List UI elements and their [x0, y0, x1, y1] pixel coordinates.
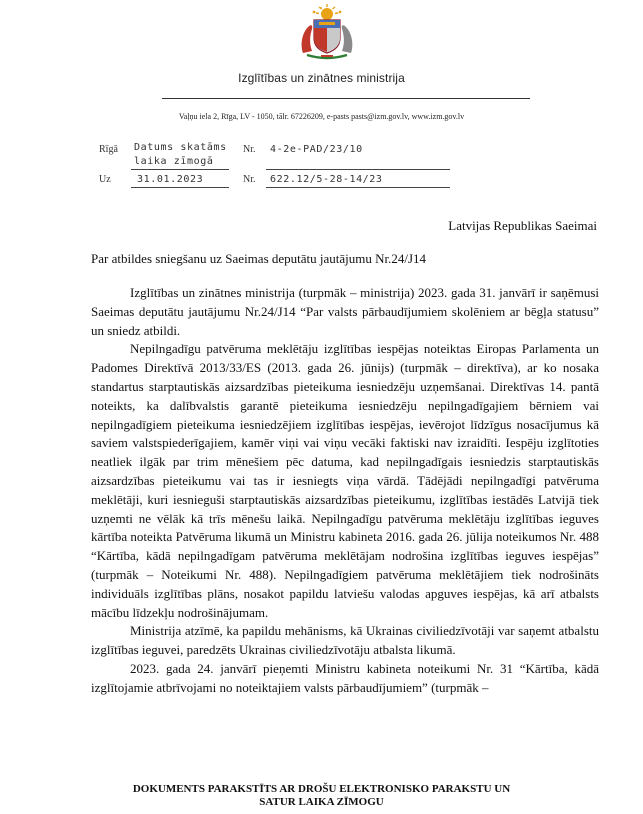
shield-icon: [314, 20, 340, 53]
date-placeholder-line1: Datums skatāms: [134, 142, 227, 153]
paragraph: Izglītības un zinātnes ministrija (turpmāk – ministrija) 2023. gada 31. janvārī ir saņēmusi Saeimas deputātu jautājumu Nr.24/J14 “Par valsts pārbaudījumiem skolēniem ar bēgļa statusu” un sniedz atbildi.: [91, 285, 599, 338]
letter-body: [91, 284, 599, 698]
reply-to-label: Uz: [99, 174, 111, 185]
recipient: Latvijas Republikas Saeimai: [448, 218, 597, 233]
coat-of-arms-emblem: [297, 3, 357, 61]
place-label: Rīgā: [99, 144, 118, 155]
header-divider: [162, 98, 530, 99]
subject-line: Par atbildes sniegšanu uz Saeimas deputātu jautājumu Nr.24/J14: [91, 251, 427, 266]
reply-number-label: Nr.: [243, 174, 256, 185]
date-underline: [131, 169, 229, 170]
footer-line-2: SATUR LAIKA ZĪMOGU: [259, 796, 384, 808]
number-underline: [266, 169, 450, 170]
paragraph: Ministrija atzīmē, ka papildu mehānisms, kā Ukrainas civiliedzīvotāji var saņemt atbalstu izglītības ieguvei, paredzēts Ukrainas civiliedzīvotāju atbalsta likumā.: [91, 623, 599, 658]
lion-icon: [302, 25, 313, 53]
ministry-name: Izglītības un zinātnes ministrija: [238, 71, 405, 85]
reply-number: 622.12/5-28-14/23: [270, 174, 383, 185]
document-number: 4-2e-PAD/23/10: [270, 144, 363, 155]
griffin-icon: [342, 25, 353, 53]
date-placeholder-line2: laika zīmogā: [134, 156, 214, 167]
paragraph: Nepilngadīgu patvēruma meklētāju izglītības iespējas noteiktas Eiropas Parlamenta un Padomes Direktīvā 2013/33/ES (2013. gada 26. jūnijs) (turpmāk – direktīva), ar ko nosaka standartus starptautiskās aizsardzības pieteikuma iesniedzēju uzņemšanai. Direktīvas 14. pantā noteikts, ka dalībvalstis garantē pieteikuma iesniedzēju nepilngadīgajiem bērniem vai nepilngadīgiem pieteikuma iesniedzējiem izglītības iespējas, ievērojot līdzīgus nosacījumus kā saviem valstspiederīgajiem, kamēr viņi vai viņu vecāki faktiski nav izraidīti. Iespēju izglītoties neatliek ilgāk par trim mēnešiem pēc datuma, kad nepilngadīgais iesniedzis starptautiskās aizsardzības pieteikumu vai tas ir iesniegts viņa vārdā. Tādējādi nepilngadīgi patvēruma meklētāji, kuri iesnieguši starptautiskās aizsardzības pieteikumu, izglītības iestādēs Latvijā tiek uzņemti ne vēlāk kā trīs mēnešu laikā. Nepilngadīgu patvēruma meklētāju izglītības ieguves kārtība noteikta Patvēruma likumā un Ministru kabineta 2016. gada 26. jūlija noteikumos Nr. 488 “Kārtība, kādā nepilngadīgam patvēruma meklētājam nodrošina izglītības ieguves iespējas” (turpmāk – Noteikumi Nr. 488). Nepilngadīgiem patvēruma meklētājiem tiek nodrošināts individuāls izglītības plāns, nosakot papildu latviešu valodas apguves iespējas, kā arī atbalsts mācību līdzekļu nodrošinājumam.: [91, 341, 599, 620]
reply-number-underline: [266, 187, 450, 188]
paragraph: 2023. gada 24. janvārī pieņemti Ministru kabineta noteikumi Nr. 31 “Kārtība, kādā izglītojamie atbrīvojami no noteiktajiem valsts pārbaudījumiem” (turpmāk –: [91, 660, 599, 695]
number-label: Nr.: [243, 144, 256, 155]
footer-line-1: DOKUMENTS PARAKSTĪTS AR DROŠU ELEKTRONISKO PARAKSTU UN: [132, 783, 511, 795]
ministry-address: Vaļņu iela 2, Rīga, LV - 1050, tālr. 67226209, e-pasts pasts@izm.gov.lv, www.izm.gov.lv: [178, 112, 465, 121]
sun-icon: [316, 4, 338, 20]
reply-date-underline: [131, 187, 229, 188]
reply-date: 31.01.2023: [137, 174, 204, 185]
signature-footer: [0, 783, 643, 809]
